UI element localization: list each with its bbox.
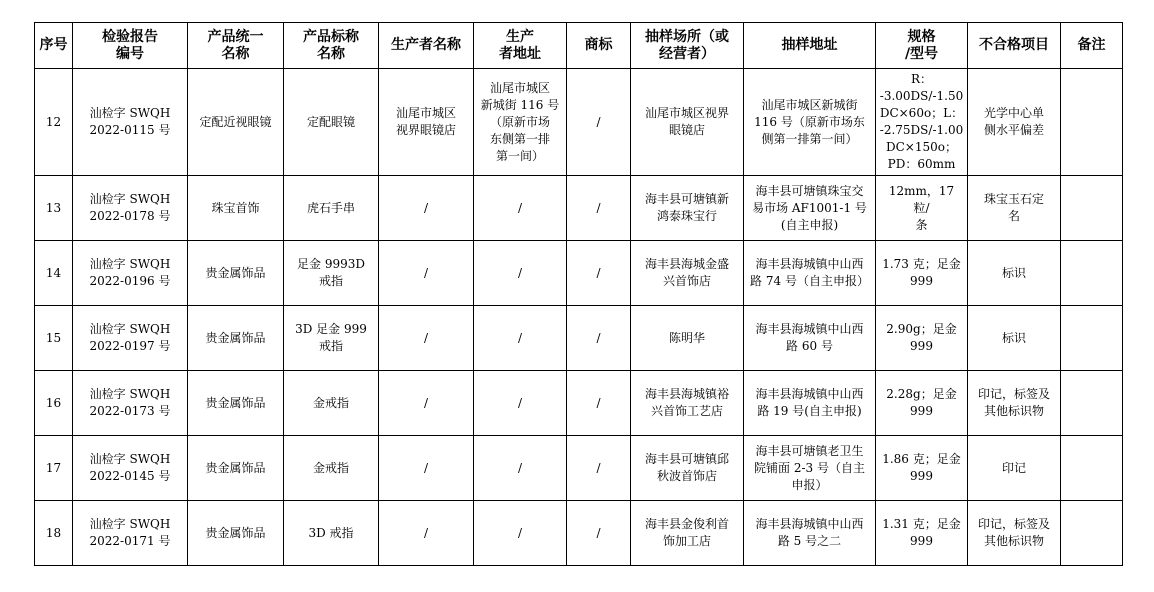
cell-sampling-address: 海丰县海城镇中山西 路 60 号: [744, 306, 876, 371]
cell-sampling-address: 汕尾市城区新城街 116 号（原新市场东 侧第一排第一间）: [744, 69, 876, 176]
header-report-no: 检验报告 编号: [73, 23, 188, 69]
cell-trademark: /: [567, 501, 631, 566]
cell-sampling-address: 海丰县海城镇中山西 路 5 号之二: [744, 501, 876, 566]
cell-producer-address: /: [474, 371, 567, 436]
cell-failed-items: 标识: [968, 306, 1061, 371]
cell-product-name: 贵金属饰品: [188, 501, 284, 566]
cell-remarks: [1061, 306, 1123, 371]
cell-trademark: /: [567, 176, 631, 241]
cell-remarks: [1061, 371, 1123, 436]
cell-trademark: /: [567, 306, 631, 371]
table-row: [35, 436, 1123, 501]
cell-trademark: /: [567, 371, 631, 436]
cell-sampling-place: 海丰县可塘镇邱 秋波首饰店: [631, 436, 744, 501]
cell-product-name: 贵金属饰品: [188, 241, 284, 306]
cell-producer-address: /: [474, 306, 567, 371]
cell-labeled-name: 足金 9993D 戒指: [284, 241, 379, 306]
cell-sampling-address: 海丰县可塘镇珠宝交 易市场 AF1001-1 号 (自主申报): [744, 176, 876, 241]
cell-labeled-name: 金戒指: [284, 371, 379, 436]
cell-product-name: 定配近视眼镜: [188, 69, 284, 176]
cell-report-no: 汕检字 SWQH 2022-0173 号: [73, 371, 188, 436]
cell-seq: 12: [35, 69, 73, 176]
table-row: [35, 241, 1123, 306]
cell-remarks: [1061, 436, 1123, 501]
cell-producer-address: /: [474, 241, 567, 306]
cell-sampling-place: 汕尾市城区视界 眼镜店: [631, 69, 744, 176]
cell-seq: 14: [35, 241, 73, 306]
header-seq: 序号: [35, 23, 73, 69]
cell-report-no: 汕检字 SWQH 2022-0178 号: [73, 176, 188, 241]
header-row: [35, 23, 1123, 69]
cell-sampling-address: 海丰县可塘镇老卫生 院铺面 2-3 号（自主 申报）: [744, 436, 876, 501]
cell-failed-items: 标识: [968, 241, 1061, 306]
cell-product-name: 贵金属饰品: [188, 371, 284, 436]
cell-producer: /: [379, 241, 474, 306]
cell-producer-address: /: [474, 501, 567, 566]
cell-producer-address: /: [474, 176, 567, 241]
cell-remarks: [1061, 501, 1123, 566]
cell-spec: R： -3.00DS/-1.50 DC×60o；L： -2.75DS/-1.00 DC×150o； PD：60mm: [876, 69, 968, 176]
cell-seq: 17: [35, 436, 73, 501]
cell-product-name: 贵金属饰品: [188, 436, 284, 501]
cell-spec: 1.31 克；足金 999: [876, 501, 968, 566]
cell-spec: 12mm，17 粒/ 条: [876, 176, 968, 241]
header-remarks: 备注: [1061, 23, 1123, 69]
header-sampling-address: 抽样地址: [744, 23, 876, 69]
cell-seq: 16: [35, 371, 73, 436]
cell-report-no: 汕检字 SWQH 2022-0145 号: [73, 436, 188, 501]
cell-labeled-name: 定配眼镜: [284, 69, 379, 176]
cell-spec: 2.90g；足金 999: [876, 306, 968, 371]
cell-seq: 15: [35, 306, 73, 371]
cell-report-no: 汕检字 SWQH 2022-0196 号: [73, 241, 188, 306]
cell-failed-items: 印记，标签及 其他标识物: [968, 501, 1061, 566]
cell-product-name: 珠宝首饰: [188, 176, 284, 241]
header-sampling-place: 抽样场所（或 经营者）: [631, 23, 744, 69]
cell-trademark: /: [567, 241, 631, 306]
header-failed-items: 不合格项目: [968, 23, 1061, 69]
cell-labeled-name: 金戒指: [284, 436, 379, 501]
cell-spec: 1.73 克；足金 999: [876, 241, 968, 306]
cell-labeled-name: 3D 戒指: [284, 501, 379, 566]
cell-labeled-name: 虎石手串: [284, 176, 379, 241]
cell-failed-items: 光学中心单 侧水平偏差: [968, 69, 1061, 176]
table-row: [35, 176, 1123, 241]
cell-producer: 汕尾市城区 视界眼镜店: [379, 69, 474, 176]
cell-report-no: 汕检字 SWQH 2022-0197 号: [73, 306, 188, 371]
cell-failed-items: 珠宝玉石定 名: [968, 176, 1061, 241]
cell-remarks: [1061, 176, 1123, 241]
cell-report-no: 汕检字 SWQH 2022-0115 号: [73, 69, 188, 176]
cell-sampling-address: 海丰县海城镇中山西 路 19 号(自主申报): [744, 371, 876, 436]
cell-remarks: [1061, 241, 1123, 306]
cell-producer-address: 汕尾市城区 新城街 116 号 （原新市场 东侧第一排 第一间）: [474, 69, 567, 176]
cell-sampling-place: 陈明华: [631, 306, 744, 371]
inspection-table: [34, 22, 1123, 566]
cell-seq: 18: [35, 501, 73, 566]
cell-producer-address: /: [474, 436, 567, 501]
cell-remarks: [1061, 69, 1123, 176]
cell-sampling-place: 海丰县海城镇裕 兴首饰工艺店: [631, 371, 744, 436]
cell-failed-items: 印记，标签及 其他标识物: [968, 371, 1061, 436]
cell-producer: /: [379, 436, 474, 501]
cell-sampling-place: 海丰县海城金盛 兴首饰店: [631, 241, 744, 306]
table-row: [35, 371, 1123, 436]
header-labeled-name: 产品标称 名称: [284, 23, 379, 69]
cell-producer: /: [379, 501, 474, 566]
header-trademark: 商标: [567, 23, 631, 69]
table-row: [35, 69, 1123, 176]
cell-sampling-place: 海丰县金俊利首 饰加工店: [631, 501, 744, 566]
cell-sampling-place: 海丰县可塘镇新 鸿泰珠宝行: [631, 176, 744, 241]
header-spec: 规格 /型号: [876, 23, 968, 69]
header-producer: 生产者名称: [379, 23, 474, 69]
cell-producer: /: [379, 176, 474, 241]
cell-product-name: 贵金属饰品: [188, 306, 284, 371]
cell-producer: /: [379, 371, 474, 436]
cell-trademark: /: [567, 69, 631, 176]
header-producer-address: 生产 者地址: [474, 23, 567, 69]
table-row: [35, 501, 1123, 566]
cell-sampling-address: 海丰县海城镇中山西 路 74 号（自主申报）: [744, 241, 876, 306]
cell-failed-items: 印记: [968, 436, 1061, 501]
cell-trademark: /: [567, 436, 631, 501]
cell-labeled-name: 3D 足金 999 戒指: [284, 306, 379, 371]
cell-producer: /: [379, 306, 474, 371]
cell-seq: 13: [35, 176, 73, 241]
header-product-name: 产品统一 名称: [188, 23, 284, 69]
cell-spec: 2.28g；足金 999: [876, 371, 968, 436]
table-row: [35, 306, 1123, 371]
cell-report-no: 汕检字 SWQH 2022-0171 号: [73, 501, 188, 566]
cell-spec: 1.86 克；足金 999: [876, 436, 968, 501]
